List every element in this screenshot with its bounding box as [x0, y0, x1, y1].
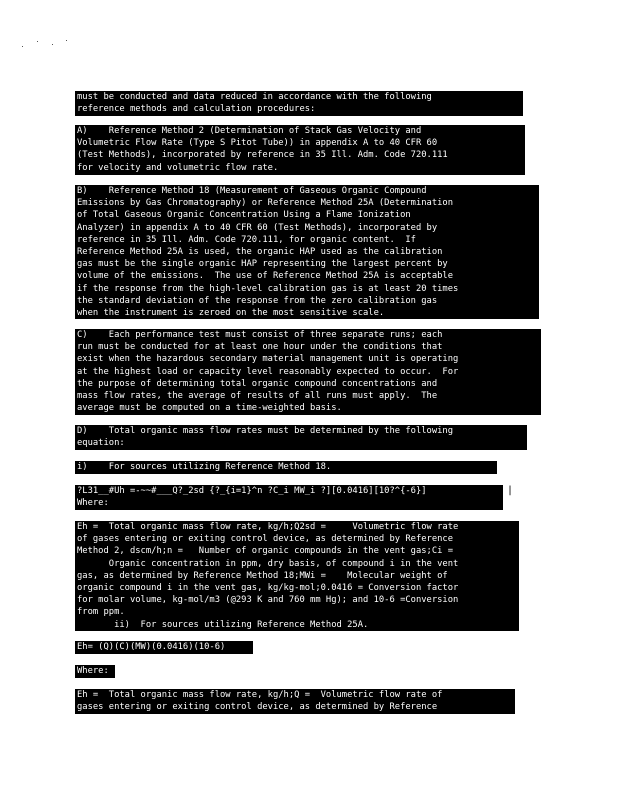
scan-speck: [52, 44, 53, 45]
item-d: D) Total organic mass flow rates must be determined by the following equation:: [75, 425, 527, 450]
definitions-method-25a: Eh = Total organic mass flow rate, kg/h;Q = Volumetric flow rate of gases entering or exiting control device, as determined by Reference: [75, 689, 515, 714]
definitions-method-18: Eh = Total organic mass flow rate, kg/h;Q2sd = Volumetric flow rate of gases entering or exiting control device, as determined by Reference Method 2, dscm/h;n = Number of organic compounds in the vent gas;Ci = Organic concentration in ppm, dry basis, of compound i in the vent gas, as determined by Reference Method 18;MWi = Molecular weight of organic compound i in the vent gas, kg/kg-mol;0.0416 = Conversion factor for molar volume, kg-mol/m3 (@293 K and 760 mm Hg); and 10-6 =Conversion from ppm. ii) For sources utilizing Reference Method 25A.: [75, 521, 519, 631]
equation-method-18: ?L31__#Uh =-~~#___Q?_2sd {?_{i=1}^n ?C_i MW_i ?][0.0416][10?^{-6}] Where:: [75, 485, 503, 510]
scan-speck: [22, 46, 23, 47]
scan-speck: [37, 41, 38, 42]
item-a: A) Reference Method 2 (Determination of Stack Gas Velocity and Volumetric Flow Rate (Type S Pitot Tube)) in appendix A to 40 CFR 60 (Test Methods), incorporated by reference in 35 Ill. Adm. Code 720.111 for velocity and volumetric flow rate.: [75, 125, 525, 175]
item-c: C) Each performance test must consist of three separate runs; each run must be conducted for at least one hour under the conditions that exist when the hazardous secondary material management unit is operating at the highest load or capacity level reasonably expected to occur. For the purpose of determining total organic compound concentrations and mass flow rates, the average of results of all runs must apply. The average must be computed on a time-weighted basis.: [75, 329, 541, 415]
scan-speck: [66, 40, 67, 41]
item-b: B) Reference Method 18 (Measurement of Gaseous Organic Compound Emissions by Gas Chromatography) or Reference Method 25A (Determination of Total Gaseous Organic Concentration Using a Flame Ionization Analyzer) in appendix A to 40 CFR 60 (Test Methods), incorporated by reference in 35 Ill. Adm. Code 720.111, for organic content. If Reference Method 25A is used, the organic HAP used as the calibration gas must be the single organic HAP representing the largest percent by volume of the emissions. The use of Reference Method 25A is acceptable if the response from the high-level calibration gas is at least 20 times the standard deviation of the response from the zero calibration gas when the instrument is zeroed on the most sensitive scale.: [75, 185, 539, 319]
equation-method-25a: Eh= (Q)(C)(MW)(0.0416)(10-6): [75, 641, 253, 654]
trailing-mark: |: [507, 485, 514, 496]
intro-paragraph: must be conducted and data reduced in accordance with the following reference methods and calculation procedures:: [75, 91, 523, 116]
where-label: Where:: [75, 665, 115, 678]
item-d-i: i) For sources utilizing Reference Method 18.: [75, 461, 497, 474]
